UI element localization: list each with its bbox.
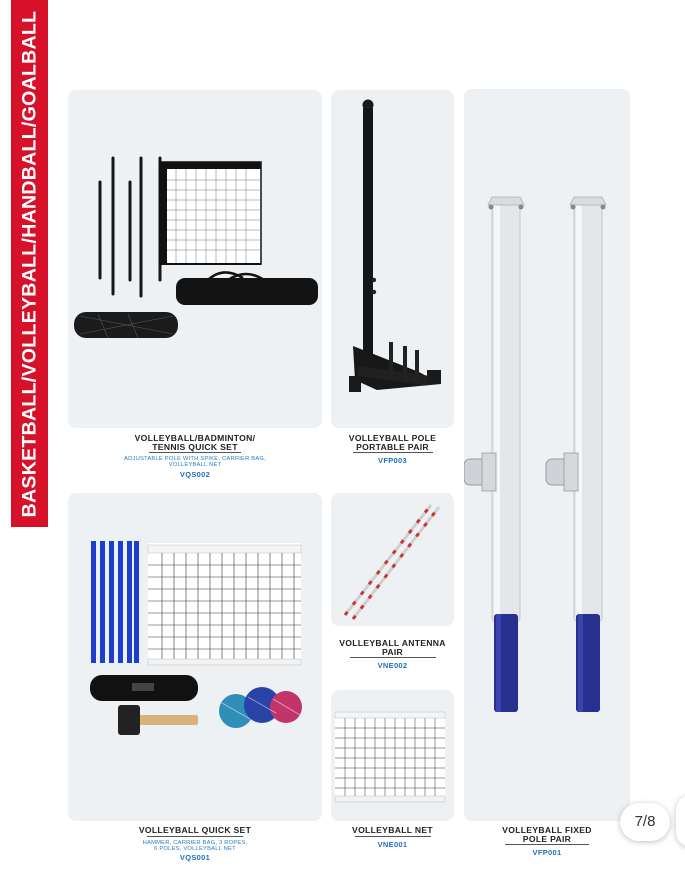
product-code: VNE001 [377, 839, 408, 849]
product-code: VQS002 [179, 469, 211, 479]
product-card-vqs002[interactable] [68, 90, 322, 428]
product-code: VFP001 [532, 848, 562, 858]
product-title: VOLLEYBALL NET [352, 825, 433, 835]
product-card-vne002[interactable] [331, 493, 454, 626]
caption-vne002 [336, 639, 449, 670]
caption-vfp001 [484, 826, 610, 857]
product-description: ADJUSTABLE POLE WITH SPIKE, CARRIER BAG, VOLLEYBALL NET [124, 456, 266, 469]
caption-vne001 [336, 826, 449, 849]
product-description: HAMMER, CARRIER BAG, 3 ROPES, 6 POLES, VOLLEYBALL NET [142, 839, 248, 852]
product-image-vqs001 [68, 493, 322, 821]
product-code: VNE002 [377, 661, 408, 671]
category-side-label: BASKETBALL/VOLLEYBALL/HANDBALL/GOALBALL [18, 10, 40, 517]
caption-divider [149, 452, 241, 453]
caption-vqs001 [108, 826, 282, 862]
product-card-vfp003[interactable] [331, 90, 454, 428]
product-title: VOLLEYBALL POLE PORTABLE PAIR [348, 433, 437, 452]
page-indicator[interactable]: 7/8 [620, 803, 670, 841]
product-code: VQS001 [179, 853, 211, 863]
caption-vqs002 [108, 434, 282, 479]
product-title: VOLLEYBALL/BADMINTON/ TENNIS QUICK SET [134, 433, 256, 452]
product-title: VOLLEYBALL QUICK SET [138, 825, 252, 835]
product-title: VOLLEYBALL FIXED POLE PAIR [502, 825, 592, 844]
product-card-vne001[interactable] [331, 690, 454, 821]
product-title: VOLLEYBALL ANTENNA PAIR [339, 638, 446, 657]
caption-divider [353, 452, 433, 453]
caption-divider [147, 836, 243, 837]
product-image-vfp003 [331, 90, 454, 428]
next-page-button[interactable] [676, 795, 685, 847]
caption-divider [355, 836, 431, 837]
product-card-vfp001[interactable] [464, 89, 630, 821]
product-image-vne001 [331, 690, 454, 821]
caption-vfp003 [336, 434, 449, 465]
caption-divider [505, 844, 589, 845]
product-image-vfp001 [464, 89, 630, 821]
product-card-vqs001[interactable] [68, 493, 322, 821]
category-side-label-wrap [11, 0, 48, 527]
product-image-vne002 [331, 493, 454, 626]
caption-divider [350, 657, 436, 658]
product-image-vqs002 [68, 90, 322, 428]
product-code: VFP003 [378, 456, 407, 466]
